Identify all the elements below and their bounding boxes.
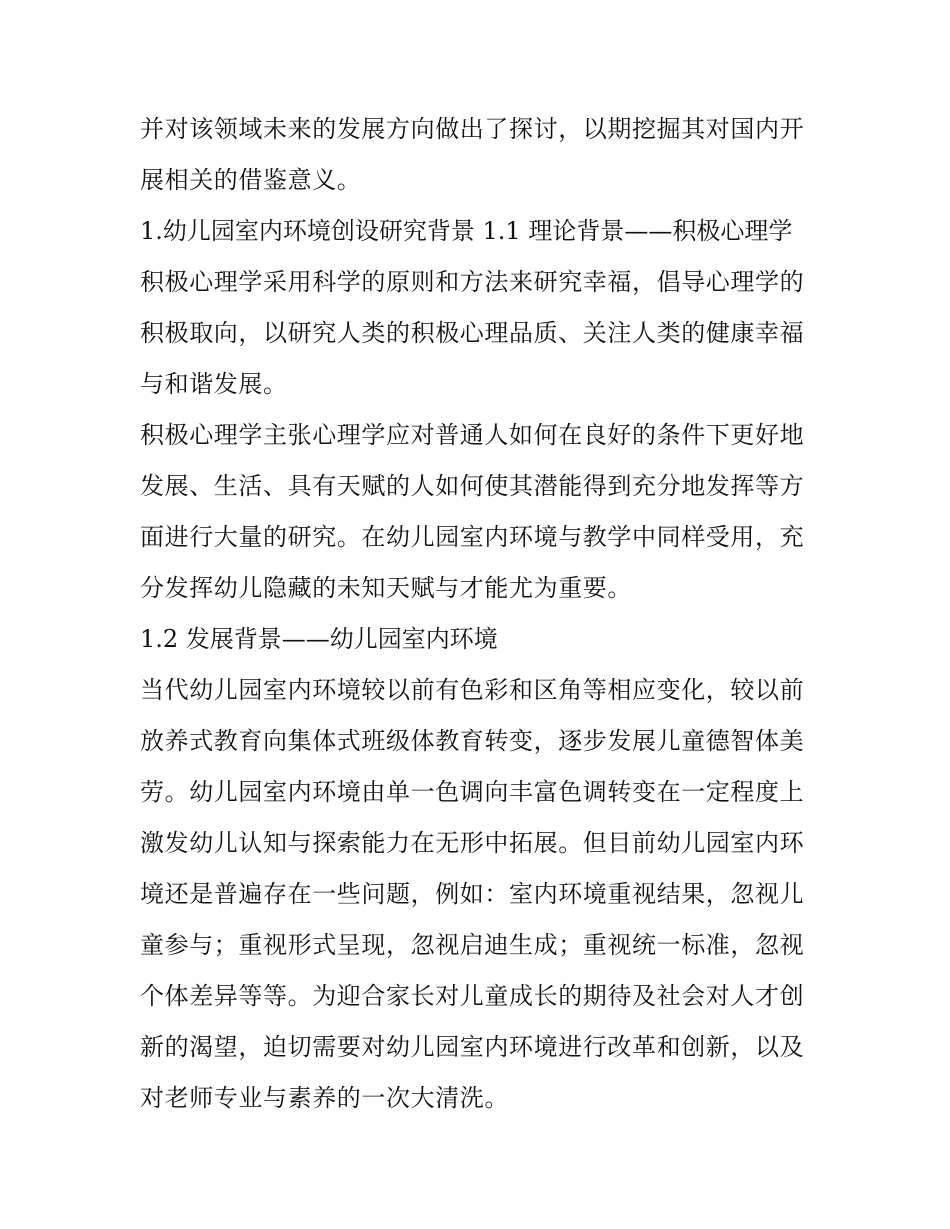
text-line: 积极心理学采用科学的原则和方法来研究幸福，倡导心理学的 — [140, 268, 805, 296]
text-line: 当代幼儿园室内环境较以前有色彩和区角等相应变化，较以前 — [140, 676, 805, 704]
text-line: 放养式教育向集体式班级体教育转变，逐步发展儿童德智体美 — [140, 727, 805, 755]
text-line: 对老师专业与素养的一次大清洗。 — [140, 1084, 509, 1112]
section-heading: 1.幼儿园室内环境创设研究背景 1.1 理论背景——积极心理学 — [140, 217, 793, 245]
text-line: 境还是普遍存在一些问题，例如：室内环境重视结果，忽视儿 — [140, 880, 805, 908]
text-line: 并对该领域未来的发展方向做出了探讨，以期挖掘其对国内开 — [140, 115, 805, 143]
text-line: 激发幼儿认知与探索能力在无形中拓展。但目前幼儿园室内环 — [140, 829, 805, 857]
text-line: 与和谐发展。 — [140, 370, 288, 398]
text-line: 展相关的借鉴意义。 — [140, 166, 362, 194]
text-line: 童参与；重视形式呈现，忽视启迪生成；重视统一标准，忽视 — [140, 931, 805, 959]
section-heading: 1.2 发展背景——幼儿园室内环境 — [140, 625, 498, 653]
text-line: 积极取向，以研究人类的积极心理品质、关注人类的健康幸福 — [140, 319, 805, 347]
text-line: 新的渴望，迫切需要对幼儿园室内环境进行改革和创新，以及 — [140, 1033, 805, 1061]
text-line: 积极心理学主张心理学应对普通人如何在良好的条件下更好地 — [140, 421, 805, 449]
text-line: 面进行大量的研究。在幼儿园室内环境与教学中同样受用，充 — [140, 523, 805, 551]
text-line: 发展、生活、具有天赋的人如何使其潜能得到充分地发挥等方 — [140, 472, 805, 500]
text-line: 个体差异等等。为迎合家长对儿童成长的期待及社会对人才创 — [140, 982, 805, 1010]
document-page — [140, 104, 812, 1124]
text-line: 劳。幼儿园室内环境由单一色调向丰富色调转变在一定程度上 — [140, 778, 805, 806]
text-line: 分发挥幼儿隐藏的未知天赋与才能尤为重要。 — [140, 574, 632, 602]
